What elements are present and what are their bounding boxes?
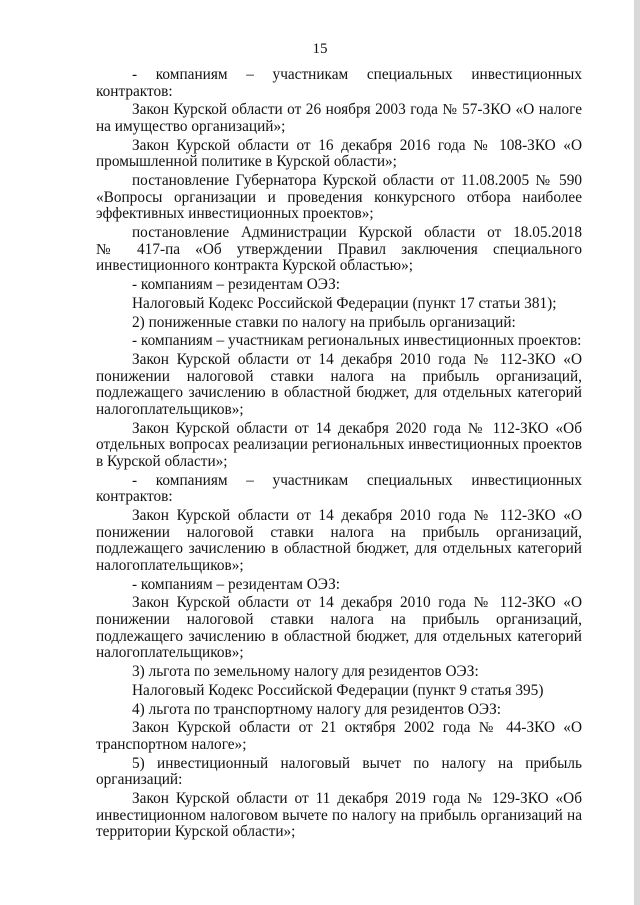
text-line: налогоплательщиков»; xyxy=(96,556,244,574)
text-line: организаций: xyxy=(96,771,183,789)
text-line: 3) льгота по земельному налогу для резидентов ОЭЗ: xyxy=(132,663,479,680)
text-line: подлежащего зачислению в областной бюджет, для отдельных категорий xyxy=(96,541,582,558)
scan-edge-bar xyxy=(634,0,640,905)
document-body xyxy=(96,67,582,841)
text-line: Налоговый Кодекс Российской Федерации (пункт 17 статьи 381); xyxy=(132,294,557,312)
text-line: транспортном налоге»; xyxy=(96,735,247,753)
text-line: - компаниям – резидентам ОЭЗ: xyxy=(132,575,340,593)
text-line: 2) пониженные ставки по налогу на прибыль организаций: xyxy=(132,313,516,331)
page-number: 15 xyxy=(312,41,328,57)
text-line: Закон Курской области от 14 декабря 2010 года № 112-ЗКО «О xyxy=(132,595,582,612)
text-line: постановление Губернатора Курской области от 11.08.2005 № 590 xyxy=(132,173,582,190)
text-line: постановление Администрации Курской области от 18.05.2018 xyxy=(132,225,582,242)
text-line: понижении налоговой ставки налога на прибыль организаций, xyxy=(96,524,582,541)
text-line: Закон Курской области от 11 декабря 2019 года № 129-ЗКО «Об xyxy=(132,791,582,808)
text-line: Закон Курской области от 16 декабря 2016 года № 108-ЗКО «О xyxy=(132,137,582,154)
text-line: территории Курской области»; xyxy=(96,823,296,841)
text-line: № 417-па «Об утверждении Правил заключения специального xyxy=(96,241,582,258)
text-line: Закон Курской области от 14 декабря 2020 года № 112-ЗКО «Об xyxy=(132,420,582,437)
text-line: понижении налоговой ставки налога на прибыль организаций, xyxy=(96,368,582,385)
text-line: эффективных инвестиционных проектов»; xyxy=(96,205,374,223)
text-line: на имущество организаций»; xyxy=(96,117,286,135)
text-line: - компаниям – участникам специальных инвестиционных xyxy=(132,472,582,489)
text-line: понижении налоговой ставки налога на прибыль организаций, xyxy=(96,612,582,629)
text-line: - компаниям – резидентам ОЭЗ: xyxy=(132,276,340,294)
text-line: налогоплательщиков»; xyxy=(96,400,244,418)
text-line: Налоговый Кодекс Российской Федерации (пункт 9 статья 395) xyxy=(132,681,544,699)
text-line: промышленной политике в Курской области»; xyxy=(96,153,397,171)
text-line: - компаниям – участникам специальных инвестиционных xyxy=(132,67,582,83)
text-line: - компаниям – участникам региональных инвестиционных проектов: xyxy=(132,332,582,350)
text-line: Закон Курской области от 26 ноября 2003 года № 57-ЗКО «О налоге xyxy=(132,102,582,119)
text-line: подлежащего зачислению в областной бюджет, для отдельных категорий xyxy=(96,628,582,645)
text-line: контрактов: xyxy=(96,488,173,506)
text-line: инвестиционном налоговом вычете по налогу на прибыль организаций на xyxy=(96,807,582,824)
text-line: подлежащего зачислению в областной бюджет, для отдельных категорий xyxy=(96,385,582,402)
text-line: «Вопросы организации и проведения конкурсного отбора наиболее xyxy=(96,189,582,206)
text-line: отдельных вопросах реализации региональных инвестиционных проектов xyxy=(96,437,582,454)
text-line: 5) инвестиционный налоговый вычет по налогу на прибыль xyxy=(132,755,582,772)
text-line: налогоплательщиков»; xyxy=(96,644,244,662)
text-line: Закон Курской области от 21 октября 2002 года № 44-ЗКО «О xyxy=(132,720,582,737)
text-line: 4) льгота по транспортному налогу для резидентов ОЭЗ: xyxy=(132,700,502,718)
text-line: в Курской области»; xyxy=(96,452,228,470)
text-line: Закон Курской области от 14 декабря 2010 года № 112-ЗКО «О xyxy=(132,508,582,525)
text-line: инвестиционного контракта Курской областью»; xyxy=(96,257,413,275)
text-line: контрактов: xyxy=(96,82,173,100)
text-line: Закон Курской области от 14 декабря 2010 года № 112-ЗКО «О xyxy=(132,352,582,369)
